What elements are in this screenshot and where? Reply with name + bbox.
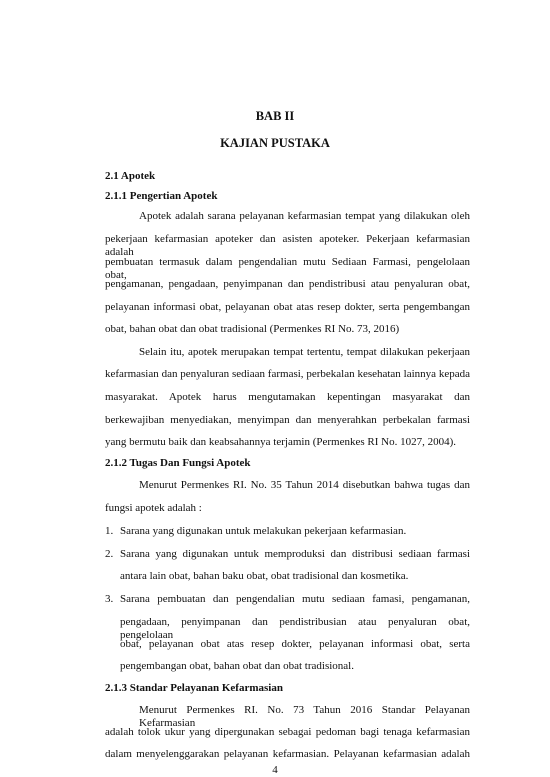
list-item-number: 3. <box>105 593 114 605</box>
subsection-heading-2-1-1: 2.1.1 Pengertian Apotek <box>105 190 218 202</box>
paragraph-line: kefarmasian dan penyaluran sediaan farmasi, perbekalan kesehatan lainnya kepada <box>105 368 470 380</box>
paragraph-line: pengamanan, pengadaan, penyimpanan dan pendistribusi atau penyaluran obat, <box>105 278 470 290</box>
list-item-number: 2. <box>105 548 114 560</box>
list-item-line: Sarana yang digunakan untuk memproduksi dan distribusi sediaan farmasi <box>120 548 470 560</box>
paragraph-line: obat, bahan obat dan obat tradisional (Permenkes RI No. 73, 2016) <box>105 323 400 335</box>
subsection-heading-2-1-2: 2.1.2 Tugas Dan Fungsi Apotek <box>105 457 251 469</box>
list-item-line: Sarana yang digunakan untuk melakukan pekerjaan kefarmasian. <box>120 525 407 537</box>
list-item-line: Sarana pembuatan dan pengendalian mutu sediaan famasi, pengamanan, <box>120 593 470 605</box>
section-heading-2-1: 2.1 Apotek <box>105 170 156 182</box>
paragraph-line: fungsi apotek adalah : <box>105 502 202 514</box>
paragraph-line: pelayanan informasi obat, pelayanan obat atas resep dokter, serta pengembangan <box>105 301 470 313</box>
list-item-line: obat, pelayanan obat atas resep dokter, pelayanan informasi obat, serta <box>120 638 470 650</box>
list-item-number: 1. <box>105 525 114 537</box>
paragraph-line: Menurut Permenkes RI. No. 73 Tahun 2016 Standar Pelayanan Kefarmasian <box>139 704 470 729</box>
paragraph-line: masyarakat. Apotek harus mengutamakan kepentingan masyarakat dan <box>105 391 470 403</box>
paragraph-line: pekerjaan kefarmasian apoteker dan asisten apoteker. Pekerjaan kefarmasian adalah <box>105 233 470 258</box>
subsection-heading-2-1-3: 2.1.3 Standar Pelayanan Kefarmasian <box>105 682 283 694</box>
chapter-title: KAJIAN PUSTAKA <box>220 136 330 150</box>
paragraph-line: adalah tolok ukur yang dipergunakan sebagai pedoman bagi tenaga kefarmasian <box>105 726 470 738</box>
paragraph-line: berkewajiban menyediakan, menyimpan dan menyerahkan perbekalan farmasi <box>105 414 470 426</box>
list-item-line: pengadaan, penyimpanan dan pendistribusian atau penyaluran obat, pengelolaan <box>120 616 470 641</box>
paragraph-line: dalam menyelenggarakan pelayanan kefarmasian. Pelayanan kefarmasian adalah <box>105 748 470 760</box>
paragraph-line: Menurut Permenkes RI. No. 35 Tahun 2014 disebutkan bahwa tugas dan <box>139 479 470 491</box>
page-number: 4 <box>272 764 278 776</box>
paragraph-line: Apotek adalah sarana pelayanan kefarmasian tempat yang dilakukan oleh <box>139 210 470 222</box>
chapter-number: BAB II <box>255 109 295 123</box>
paragraph-line: pembuatan termasuk dalam pengendalian mutu Sediaan Farmasi, pengelolaan obat, <box>105 256 470 281</box>
list-item-line: pengembangan obat, bahan obat dan obat tradisional. <box>120 660 354 672</box>
paragraph-line: Selain itu, apotek merupakan tempat tertentu, tempat dilakukan pekerjaan <box>139 346 470 358</box>
list-item-line: antara lain obat, bahan baku obat, obat tradisional dan kosmetika. <box>120 570 409 582</box>
paragraph-line: yang bermutu baik dan keabsahannya terjamin (Permenkes RI No. 1027, 2004). <box>105 436 456 448</box>
